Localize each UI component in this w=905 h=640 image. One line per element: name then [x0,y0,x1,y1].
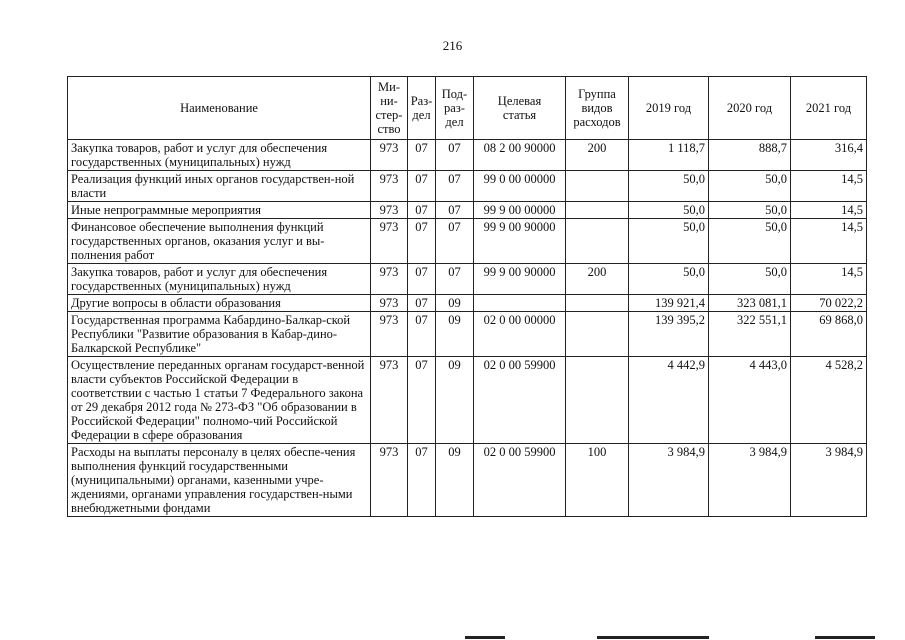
cell-name: Закупка товаров, работ и услуг для обеспечения государственных (муниципальных) нужд [68,264,371,295]
cell-name: Осуществление переданных органам государст-венной власти субъектов Российской Федерации в соответствии с частью 1 статьи 7 Федерального закона от 29 декабря 2012 года № 273-ФЗ "Об образовании в Российской Федерации" полномо-чий Российской Федерации в сфере образования [68,357,371,444]
table-row [68,312,867,357]
page-number: 216 [442,38,463,53]
cell-2020: 888,7 [709,140,791,171]
table-row [68,202,867,219]
cell-name: Другие вопросы в области образования [68,295,371,312]
table-row [68,444,867,517]
cell-2020: 50,0 [709,264,791,295]
footer-mark-1 [465,636,505,639]
cell-2019: 4 442,9 [629,357,709,444]
cell-target: 02 0 00 59900 [474,444,566,517]
cell-section: 07 [408,444,436,517]
cell-ministry: 973 [371,264,408,295]
cell-name: Реализация функций иных органов государствен-ной власти [68,171,371,202]
cell-subsection: 09 [436,357,474,444]
cell-group: 200 [566,264,629,295]
cell-2019: 139 395,2 [629,312,709,357]
table-row [68,171,867,202]
cell-2021: 70 022,2 [791,295,867,312]
cell-subsection: 07 [436,264,474,295]
cell-2021: 316,4 [791,140,867,171]
cell-2020: 3 984,9 [709,444,791,517]
footer-mark-2 [597,636,709,639]
cell-target: 99 9 00 90000 [474,264,566,295]
cell-target: 02 0 00 00000 [474,312,566,357]
cell-name: Иные непрограммные мероприятия [68,202,371,219]
table-row [68,357,867,444]
cell-section: 07 [408,202,436,219]
cell-section: 07 [408,312,436,357]
cell-2019: 1 118,7 [629,140,709,171]
cell-2020: 50,0 [709,171,791,202]
cell-section: 07 [408,140,436,171]
cell-2019: 3 984,9 [629,444,709,517]
cell-2019: 50,0 [629,202,709,219]
cell-2020: 4 443,0 [709,357,791,444]
cell-ministry: 973 [371,202,408,219]
cell-ministry: 973 [371,171,408,202]
cell-section: 07 [408,295,436,312]
header-subsection: Под- раз- дел [436,77,474,140]
cell-group [566,202,629,219]
cell-subsection: 07 [436,171,474,202]
cell-2020: 323 081,1 [709,295,791,312]
cell-2020: 50,0 [709,202,791,219]
cell-2021: 14,5 [791,202,867,219]
header-group: Группа видов расходов [566,77,629,140]
cell-group [566,312,629,357]
cell-target: 02 0 00 59900 [474,357,566,444]
header-section: Раз- дел [408,77,436,140]
cell-subsection: 09 [436,312,474,357]
cell-ministry: 973 [371,140,408,171]
cell-subsection: 07 [436,202,474,219]
budget-table [67,76,867,517]
cell-2021: 14,5 [791,264,867,295]
cell-2019: 139 921,4 [629,295,709,312]
cell-target: 99 9 00 00000 [474,202,566,219]
cell-group [566,295,629,312]
header-2020: 2020 год [709,77,791,140]
cell-ministry: 973 [371,219,408,264]
cell-2020: 50,0 [709,219,791,264]
cell-group: 200 [566,140,629,171]
header-2021: 2021 год [791,77,867,140]
cell-subsection: 09 [436,444,474,517]
cell-subsection: 07 [436,140,474,171]
table-row [68,219,867,264]
cell-2019: 50,0 [629,264,709,295]
cell-section: 07 [408,219,436,264]
cell-target: 99 9 00 90000 [474,219,566,264]
cell-ministry: 973 [371,295,408,312]
cell-target: 08 2 00 90000 [474,140,566,171]
header-target: Целевая статья [474,77,566,140]
cell-2021: 4 528,2 [791,357,867,444]
cell-subsection: 09 [436,295,474,312]
cell-group [566,219,629,264]
cell-name: Государственная программа Кабардино-Балкар-ской Республики "Развитие образования в Кабар-дино-Балкарской Республике" [68,312,371,357]
cell-section: 07 [408,357,436,444]
table-row [68,140,867,171]
cell-group [566,357,629,444]
footer-mark-3 [815,636,875,639]
header-name: Наименование [68,77,371,140]
cell-subsection: 07 [436,219,474,264]
cell-ministry: 973 [371,312,408,357]
table-body [68,140,867,517]
cell-target: 99 0 00 00000 [474,171,566,202]
table-row [68,264,867,295]
table-header-row [68,77,867,140]
cell-2021: 3 984,9 [791,444,867,517]
cell-2019: 50,0 [629,219,709,264]
cell-section: 07 [408,264,436,295]
cell-section: 07 [408,171,436,202]
cell-2019: 50,0 [629,171,709,202]
cell-2021: 14,5 [791,219,867,264]
cell-name: Расходы на выплаты персоналу в целях обеспе-чения выполнения функций государственными (муниципальными) органами, казенными учре-ждениями, органами управления государствен-ными внебюджетными фондами [68,444,371,517]
cell-group [566,171,629,202]
cell-ministry: 973 [371,357,408,444]
header-ministry: Ми- ни- стер- ство [371,77,408,140]
cell-ministry: 973 [371,444,408,517]
cell-2021: 14,5 [791,171,867,202]
header-2019: 2019 год [629,77,709,140]
cell-target [474,295,566,312]
cell-name: Закупка товаров, работ и услуг для обеспечения государственных (муниципальных) нужд [68,140,371,171]
cell-2020: 322 551,1 [709,312,791,357]
cell-name: Финансовое обеспечение выполнения функций государственных органов, оказания услуг и вы-полнения работ [68,219,371,264]
cell-2021: 69 868,0 [791,312,867,357]
table-row [68,295,867,312]
cell-group: 100 [566,444,629,517]
